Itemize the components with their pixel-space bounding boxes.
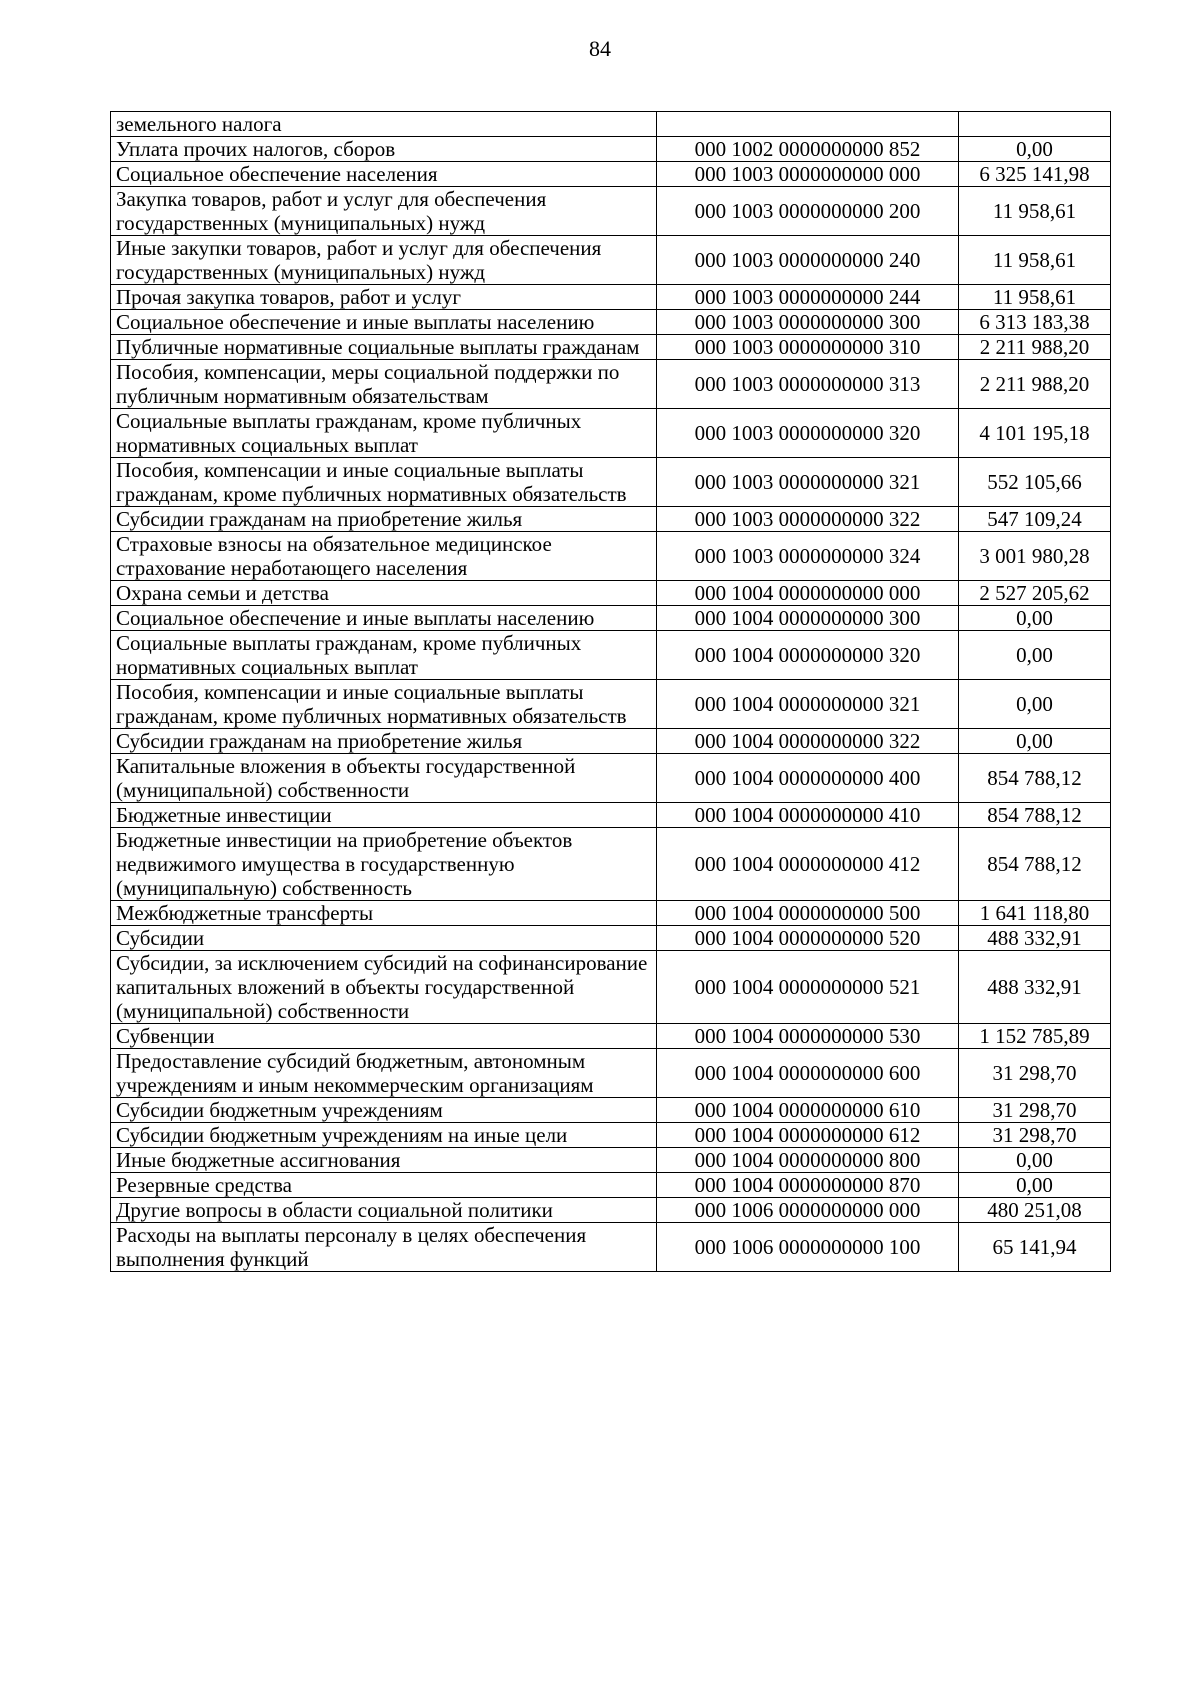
row-amount-cell: 65 141,94 [959, 1223, 1111, 1272]
table-row [111, 803, 1111, 828]
table-row [111, 409, 1111, 458]
row-name-cell: Социальное обеспечение и иные выплаты населению [111, 606, 657, 631]
row-code-cell: 000 1004 0000000000 870 [657, 1173, 959, 1198]
row-name-cell: Публичные нормативные социальные выплаты гражданам [111, 335, 657, 360]
table-row [111, 1123, 1111, 1148]
row-amount-cell: 0,00 [959, 606, 1111, 631]
row-code-cell: 000 1004 0000000000 321 [657, 680, 959, 729]
row-name-cell: Иные закупки товаров, работ и услуг для обеспечения государственных (муниципальных) нужд [111, 236, 657, 285]
row-amount-cell: 0,00 [959, 137, 1111, 162]
row-amount-cell: 11 958,61 [959, 285, 1111, 310]
row-amount-cell: 488 332,91 [959, 926, 1111, 951]
row-amount-cell: 488 332,91 [959, 951, 1111, 1024]
row-name-cell: земельного налога [111, 112, 657, 137]
row-amount-cell: 1 152 785,89 [959, 1024, 1111, 1049]
row-amount-cell: 0,00 [959, 729, 1111, 754]
row-name-cell: Прочая закупка товаров, работ и услуг [111, 285, 657, 310]
row-code-cell: 000 1004 0000000000 520 [657, 926, 959, 951]
table-row [111, 1024, 1111, 1049]
table-row [111, 581, 1111, 606]
row-code-cell: 000 1004 0000000000 412 [657, 828, 959, 901]
table-row [111, 901, 1111, 926]
row-code-cell: 000 1002 0000000000 852 [657, 137, 959, 162]
table-row [111, 137, 1111, 162]
row-code-cell [657, 112, 959, 137]
table-row [111, 458, 1111, 507]
row-name-cell: Страховые взносы на обязательное медицинское страхование неработающего населения [111, 532, 657, 581]
row-code-cell: 000 1004 0000000000 300 [657, 606, 959, 631]
table-row [111, 1148, 1111, 1173]
row-name-cell: Социальные выплаты гражданам, кроме публичных нормативных социальных выплат [111, 409, 657, 458]
row-name-cell: Расходы на выплаты персоналу в целях обеспечения выполнения функций [111, 1223, 657, 1272]
table-row [111, 112, 1111, 137]
row-name-cell: Закупка товаров, работ и услуг для обеспечения государственных (муниципальных) нужд [111, 187, 657, 236]
row-code-cell: 000 1004 0000000000 600 [657, 1049, 959, 1098]
row-name-cell: Субсидии, за исключением субсидий на софинансирование капитальных вложений в объекты государственной (муниципальной) собственности [111, 951, 657, 1024]
row-amount-cell: 854 788,12 [959, 828, 1111, 901]
page-number: 84 [589, 36, 611, 61]
row-code-cell: 000 1003 0000000000 000 [657, 162, 959, 187]
row-name-cell: Резервные средства [111, 1173, 657, 1198]
row-amount-cell: 0,00 [959, 680, 1111, 729]
row-amount-cell: 1 641 118,80 [959, 901, 1111, 926]
row-amount-cell: 480 251,08 [959, 1198, 1111, 1223]
row-amount-cell: 6 313 183,38 [959, 310, 1111, 335]
row-code-cell: 000 1003 0000000000 324 [657, 532, 959, 581]
row-name-cell: Уплата прочих налогов, сборов [111, 137, 657, 162]
row-name-cell: Бюджетные инвестиции [111, 803, 657, 828]
row-amount-cell: 552 105,66 [959, 458, 1111, 507]
table-row [111, 507, 1111, 532]
table-row [111, 532, 1111, 581]
row-name-cell: Социальные выплаты гражданам, кроме публичных нормативных социальных выплат [111, 631, 657, 680]
table-row [111, 680, 1111, 729]
table-row [111, 754, 1111, 803]
row-code-cell: 000 1003 0000000000 322 [657, 507, 959, 532]
row-amount-cell: 2 211 988,20 [959, 335, 1111, 360]
table-row [111, 1223, 1111, 1272]
row-code-cell: 000 1003 0000000000 240 [657, 236, 959, 285]
row-name-cell: Другие вопросы в области социальной политики [111, 1198, 657, 1223]
row-name-cell: Субвенции [111, 1024, 657, 1049]
row-code-cell: 000 1004 0000000000 800 [657, 1148, 959, 1173]
row-code-cell: 000 1004 0000000000 400 [657, 754, 959, 803]
row-code-cell: 000 1004 0000000000 500 [657, 901, 959, 926]
row-code-cell: 000 1003 0000000000 313 [657, 360, 959, 409]
row-amount-cell: 0,00 [959, 1173, 1111, 1198]
row-name-cell: Субсидии гражданам на приобретение жилья [111, 507, 657, 532]
table-row [111, 236, 1111, 285]
row-code-cell: 000 1003 0000000000 200 [657, 187, 959, 236]
row-code-cell: 000 1004 0000000000 530 [657, 1024, 959, 1049]
row-code-cell: 000 1003 0000000000 310 [657, 335, 959, 360]
table-row [111, 335, 1111, 360]
row-name-cell: Бюджетные инвестиции на приобретение объектов недвижимого имущества в государственную (муниципальную) собственность [111, 828, 657, 901]
table-row [111, 631, 1111, 680]
table-row [111, 606, 1111, 631]
table-row [111, 285, 1111, 310]
row-amount-cell: 6 325 141,98 [959, 162, 1111, 187]
row-name-cell: Социальное обеспечение населения [111, 162, 657, 187]
row-name-cell: Охрана семьи и детства [111, 581, 657, 606]
row-name-cell: Капитальные вложения в объекты государственной (муниципальной) собственности [111, 754, 657, 803]
row-amount-cell: 11 958,61 [959, 236, 1111, 285]
table-row [111, 310, 1111, 335]
table-row [111, 162, 1111, 187]
row-name-cell: Предоставление субсидий бюджетным, автономным учреждениям и иным некоммерческим организациям [111, 1049, 657, 1098]
table-body [111, 112, 1111, 1272]
table-row [111, 1173, 1111, 1198]
row-code-cell: 000 1003 0000000000 320 [657, 409, 959, 458]
row-code-cell: 000 1006 0000000000 100 [657, 1223, 959, 1272]
row-amount-cell: 31 298,70 [959, 1123, 1111, 1148]
budget-expenditure-table [110, 111, 1111, 1272]
row-amount-cell: 2 211 988,20 [959, 360, 1111, 409]
table-row [111, 828, 1111, 901]
table-row [111, 729, 1111, 754]
row-name-cell: Субсидии бюджетным учреждениям на иные цели [111, 1123, 657, 1148]
table-row [111, 926, 1111, 951]
row-name-cell: Пособия, компенсации и иные социальные выплаты гражданам, кроме публичных нормативных обязательств [111, 680, 657, 729]
row-code-cell: 000 1004 0000000000 521 [657, 951, 959, 1024]
row-amount-cell [959, 112, 1111, 137]
row-code-cell: 000 1003 0000000000 321 [657, 458, 959, 507]
row-name-cell: Пособия, компенсации и иные социальные выплаты гражданам, кроме публичных нормативных обязательств [111, 458, 657, 507]
row-amount-cell: 0,00 [959, 631, 1111, 680]
table-row [111, 187, 1111, 236]
table-row [111, 1049, 1111, 1098]
row-amount-cell: 0,00 [959, 1148, 1111, 1173]
row-code-cell: 000 1004 0000000000 322 [657, 729, 959, 754]
row-amount-cell: 547 109,24 [959, 507, 1111, 532]
row-amount-cell: 3 001 980,28 [959, 532, 1111, 581]
row-name-cell: Межбюджетные трансферты [111, 901, 657, 926]
row-amount-cell: 31 298,70 [959, 1049, 1111, 1098]
row-code-cell: 000 1004 0000000000 610 [657, 1098, 959, 1123]
row-name-cell: Субсидии гражданам на приобретение жилья [111, 729, 657, 754]
row-code-cell: 000 1006 0000000000 000 [657, 1198, 959, 1223]
row-name-cell: Социальное обеспечение и иные выплаты населению [111, 310, 657, 335]
table-row [111, 951, 1111, 1024]
row-name-cell: Иные бюджетные ассигнования [111, 1148, 657, 1173]
row-amount-cell: 2 527 205,62 [959, 581, 1111, 606]
row-code-cell: 000 1004 0000000000 320 [657, 631, 959, 680]
row-code-cell: 000 1004 0000000000 410 [657, 803, 959, 828]
row-amount-cell: 4 101 195,18 [959, 409, 1111, 458]
row-code-cell: 000 1003 0000000000 244 [657, 285, 959, 310]
row-code-cell: 000 1004 0000000000 612 [657, 1123, 959, 1148]
table-row [111, 1198, 1111, 1223]
row-amount-cell: 11 958,61 [959, 187, 1111, 236]
row-amount-cell: 31 298,70 [959, 1098, 1111, 1123]
row-name-cell: Субсидии [111, 926, 657, 951]
row-amount-cell: 854 788,12 [959, 803, 1111, 828]
row-name-cell: Пособия, компенсации, меры социальной поддержки по публичным нормативным обязательствам [111, 360, 657, 409]
row-name-cell: Субсидии бюджетным учреждениям [111, 1098, 657, 1123]
row-code-cell: 000 1004 0000000000 000 [657, 581, 959, 606]
row-amount-cell: 854 788,12 [959, 754, 1111, 803]
table-row [111, 360, 1111, 409]
row-code-cell: 000 1003 0000000000 300 [657, 310, 959, 335]
table-row [111, 1098, 1111, 1123]
